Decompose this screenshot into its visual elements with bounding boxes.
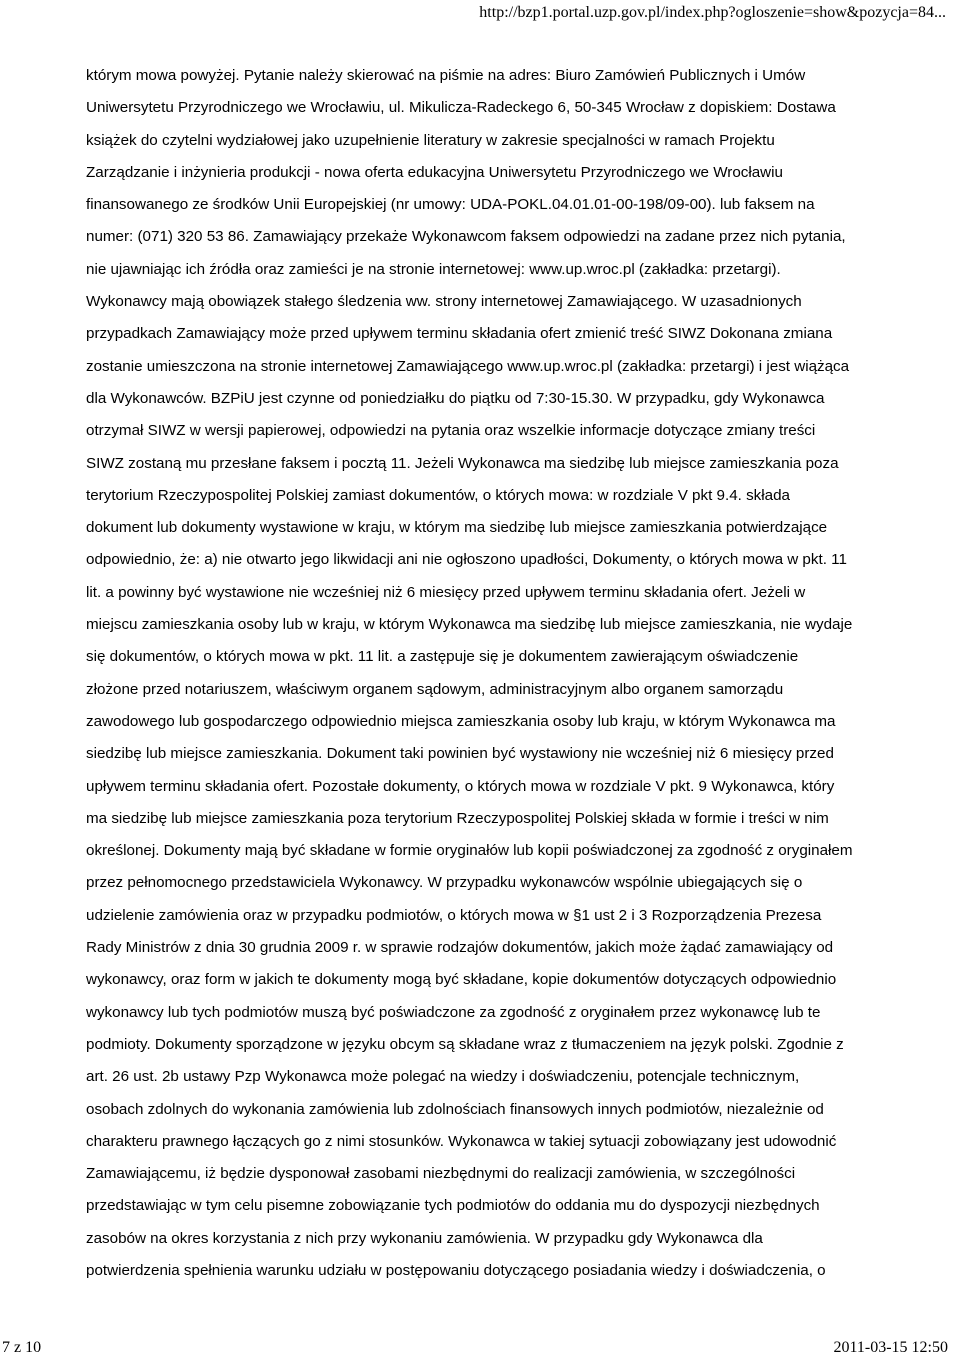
text-line: potwierdzenia spełnienia warunku udziału w postępowaniu dotyczącego posiadania wiedzy i doświadczenia, o: [86, 1261, 826, 1279]
text-line: wykonawcy, oraz form w jakich te dokumenty mogą być składane, kopie dokumentów dotyczących odpowiednio: [86, 971, 837, 989]
text-line: przedstawiając w tym celu pisemne zobowiązanie tych podmiotów do oddania mu do dyspozycji niezbędnych: [86, 1197, 820, 1215]
text-line: art. 26 ust. 2b ustawy Pzp Wykonawca może polegać na wiedzy i doświadczeniu, potencjale technicznym,: [86, 1068, 800, 1086]
text-line: nie ujawniając ich źródła oraz zamieści je na stronie internetowej: www.up.wroc.pl (zakładka: przetargi).: [86, 260, 781, 278]
page-number: 7 z 10: [2, 1339, 42, 1356]
text-line: zostanie umieszczona na stronie internetowej Zamawiającego www.up.wroc.pl (zakładka: przetargi) i jest wiążąca: [86, 357, 850, 375]
text-line: udzielenie zamówienia oraz w przypadku podmiotów, o których mowa w §1 ust 2 i 3 Rozporządzenia Prezesa: [86, 906, 822, 924]
print-timestamp: 2011-03-15 12:50: [833, 1339, 948, 1356]
text-line: lit. a powinny być wystawione nie wcześniej niż 6 miesięcy przed upływem terminu składania ofert. Jeżeli w: [86, 583, 806, 601]
text-line: książek do czytelni wydziałowej jako uzupełnienie literatury w zakresie specjalności w ramach Projektu: [86, 131, 775, 149]
text-line: ma siedzibę lub miejsce zamieszkania poza terytorium Rzeczypospolitej Polskiej składa w formie i treści w nim: [86, 809, 829, 827]
text-line: upływem terminu składania ofert. Pozostałe dokumenty, o których mowa w rozdziale V pkt. 9 Wykonawca, który: [86, 777, 835, 795]
text-line: odpowiednio, że: a) nie otwarto jego likwidacji ani nie ogłoszono upadłości, Dokumenty, o których mowa w pkt. 11: [86, 551, 847, 569]
text-line: przez pełnomocnego przedstawiciela Wykonawcy. W przypadku wykonawców wspólnie ubiegających się o: [86, 874, 803, 892]
text-line: wykonawcy lub tych podmiotów muszą być poświadczone za zgodność z oryginałem przez wykonawcę lub te: [86, 1003, 821, 1021]
text-line: siedzibę lub miejsce zamieszkania. Dokument taki powinien być wystawiony nie wcześniej niż 6 miesięcy przed: [86, 745, 834, 763]
text-line: przypadkach Zamawiający może przed upływem terminu składania ofert zmienić treść SIWZ Dokonana zmiana: [86, 325, 833, 343]
text-line: określonej. Dokumenty mają być składane w formie oryginałów lub kopii poświadczonej za zgodność z oryginałem: [86, 842, 853, 860]
text-line: Uniwersytetu Przyrodniczego we Wrocławiu, ul. Mikulicza-Radeckego 6, 50-345 Wrocław z dopiskiem: Dostawa: [86, 99, 836, 117]
text-line: się dokumentów, o których mowa w pkt. 11 lit. a zastępuje się je dokumentem zawierającym oświadczenie: [86, 648, 799, 666]
text-line: Zamawiającemu, iż będzie dysponował zasobami niezbędnymi do realizacji zamówienia, w szczególności: [86, 1165, 796, 1183]
document-body: [86, 60, 896, 1287]
text-line: dla Wykonawców. BZPiU jest czynne od poniedziałku do piątku od 7:30-15.30. W przypadku, gdy Wykonawca: [86, 389, 825, 407]
text-line: Wykonawcy mają obowiązek stałego śledzenia ww. strony internetowej Zamawiającego. W uzasadnionych: [86, 293, 802, 311]
text-line: numer: (071) 320 53 86. Zamawiający przekaże Wykonawcom faksem odpowiedzi na zadane przez nich pytania,: [86, 228, 846, 246]
text-line: zawodowego lub gospodarczego odpowiednio miejsca zamieszkania osoby lub kraju, w którym Wykonawca ma: [86, 712, 836, 730]
text-line: finansowanego ze środków Unii Europejskiej (nr umowy: UDA-POKL.04.01.01-00-198/09-00). lub faksem na: [86, 196, 815, 214]
text-line: Rady Ministrów z dnia 30 grudnia 2009 r. w sprawie rodzajów dokumentów, jakich może żądać zamawiający od: [86, 939, 834, 957]
text-line: zasobów na okres korzystania z nich przy wykonaniu zamówienia. W przypadku gdy Wykonawca dla: [86, 1229, 763, 1247]
text-line: którym mowa powyżej. Pytanie należy skierować na piśmie na adres: Biuro Zamówień Publicznych i Umów: [86, 67, 806, 84]
text-line: charakteru prawnego łączących go z nimi stosunków. Wykonawca w takiej sytuacji zobowiązany jest udowodnić: [86, 1132, 837, 1150]
text-line: osobach zdolnych do wykonania zamówienia lub zdolnościach finansowych innych podmiotów, niezależnie od: [86, 1100, 824, 1118]
text-line: Zarządzanie i inżynieria produkcji - nowa oferta edukacyjna Uniwersytetu Przyrodniczego we Wrocławiu: [86, 163, 783, 181]
text-line: złożone przed notariuszem, właściwym organem sądowym, administracyjnym albo organem samorządu: [86, 680, 784, 698]
text-line: podmioty. Dokumenty sporządzone w języku obcym są składane wraz z tłumaczeniem na język polski. Zgodnie z: [86, 1035, 844, 1053]
text-line: otrzymał SIWZ w wersji papierowej, odpowiedzi na pytania oraz wszelkie informacje dotyczące zmiany treści: [86, 422, 816, 440]
page-url-header: http://bzp1.portal.uzp.gov.pl/index.php?ogloszenie=show&pozycja=84...: [479, 4, 946, 21]
text-line: dokument lub dokumenty wystawione w kraju, w którym ma siedzibę lub miejsce zamieszkania potwierdzające: [86, 519, 828, 537]
text-line: miejscu zamieszkania osoby lub w kraju, w którym Wykonawca ma siedzibę lub miejsce zamieszkania, nie wydaje: [86, 616, 853, 634]
text-line: SIWZ zostaną mu przesłane faksem i pocztą 11. Jeżeli Wykonawca ma siedzibę lub miejsce zamieszkania poza: [86, 454, 839, 472]
text-line: terytorium Rzeczypospolitej Polskiej zamiast dokumentów, o których mowa: w rozdziale V pkt 9.4. składa: [86, 486, 790, 504]
